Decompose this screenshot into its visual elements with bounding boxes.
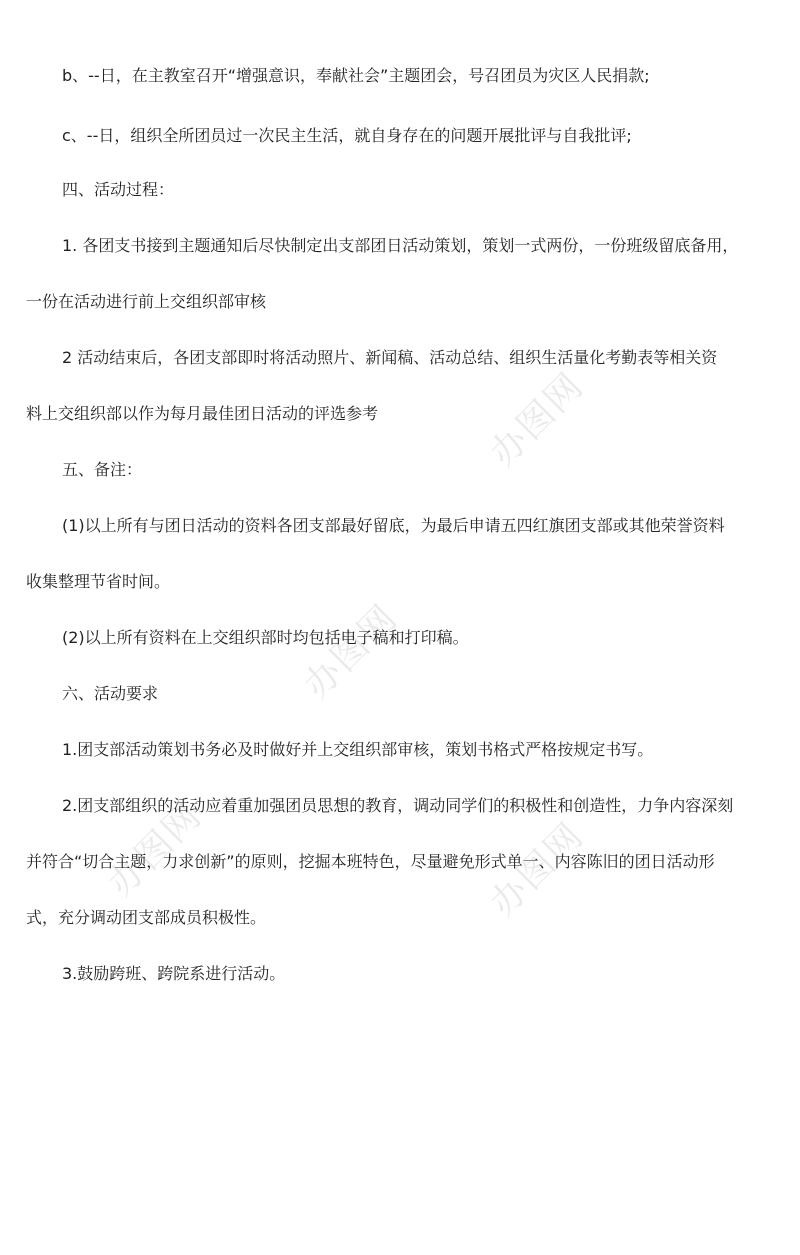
- watermark: 办图网: [482, 364, 592, 475]
- paragraph-line: (2)以上所有资料在上交组织部时均包括电子稿和打印稿。: [62, 628, 469, 647]
- section-heading: 六、活动要求: [62, 684, 159, 703]
- paragraph-line: b、--日，在主教室召开“增强意识，奉献社会”主题团会，号召团员为灾区人民捐款;: [62, 66, 650, 85]
- paragraph-line: 一份在活动进行前上交组织部审核: [26, 292, 267, 311]
- section-heading: 四、活动过程：: [62, 180, 175, 199]
- paragraph-line: 1. 各团支书接到主题通知后尽快制定出支部团日活动策划，策划一式两份，一份班级留底备用，: [62, 236, 739, 255]
- paragraph-line: c、--日，组织全所团员过一次民主生活，就自身存在的问题开展批评与自我批评;: [62, 126, 632, 145]
- watermark: 办图网: [482, 814, 592, 925]
- paragraph-line: 2 活动结束后，各团支部即时将活动照片、新闻稿、活动总结、组织生活量化考勤表等相关资: [62, 348, 718, 367]
- paragraph-line: 式，充分调动团支部成员积极性。: [26, 908, 267, 927]
- watermark: 办图网: [296, 596, 406, 707]
- paragraph-line: 3.鼓励跨班、跨院系进行活动。: [62, 964, 286, 983]
- paragraph-line: (1)以上所有与团日活动的资料各团支部最好留底，为最后申请五四红旗团支部或其他荣誉资料: [62, 516, 725, 535]
- paragraph-line: 2.团支部组织的活动应着重加强团员思想的教育，调动同学们的积极性和创造性，力争内容深刻: [62, 796, 734, 815]
- watermark: 办图网: [100, 794, 210, 905]
- section-heading: 五、备注：: [62, 460, 143, 479]
- paragraph-line: 料上交组织部以作为每月最佳团日活动的评选参考: [26, 404, 379, 423]
- paragraph-line: 1.团支部活动策划书务必及时做好并上交组织部审核，策划书格式严格按规定书写。: [62, 740, 654, 759]
- paragraph-line: 并符合“切合主题，力求创新”的原则，挖掘本班特色，尽量避免形式单一、内容陈旧的团日活动形: [26, 852, 715, 871]
- paragraph-line: 收集整理节省时间。: [26, 572, 171, 591]
